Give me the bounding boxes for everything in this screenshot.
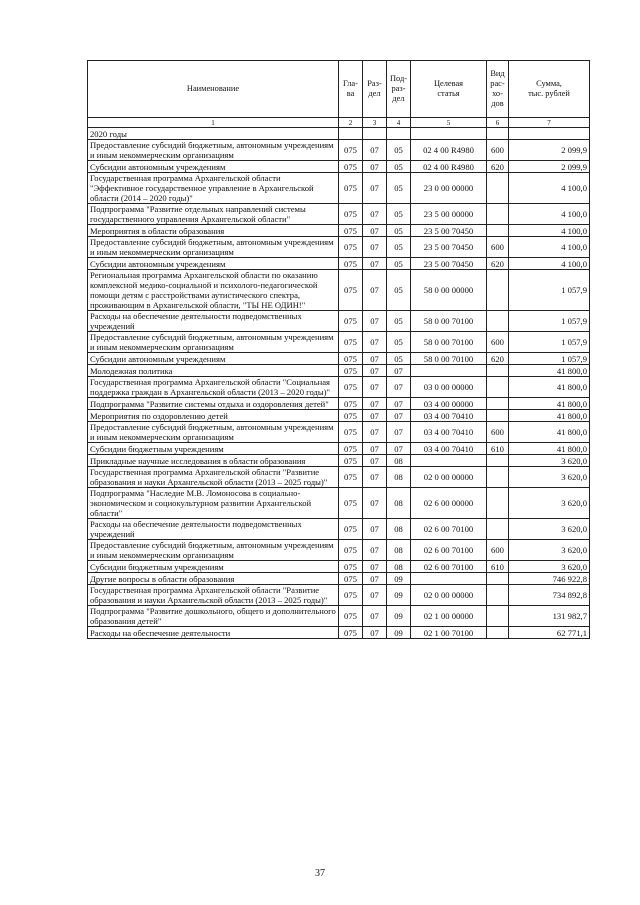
cell-sum: 4 100,0 xyxy=(509,258,590,270)
cell-name: Государственная программа Архангельской области "Развитие образования и науки Архангельской области (2013 – 2025 годы)" xyxy=(88,585,339,606)
cell-sum: 2 099,9 xyxy=(509,161,590,173)
cell-sum: 41 800,0 xyxy=(509,365,590,377)
cell-vid: 620 xyxy=(487,353,509,365)
cell-razdel: 07 xyxy=(363,365,387,377)
table-row xyxy=(88,561,590,573)
cell-podrazdel: 09 xyxy=(387,606,411,627)
cell-sum: 62 771,1 xyxy=(509,627,590,639)
cell-razdel: 07 xyxy=(363,353,387,365)
cell-podrazdel: 09 xyxy=(387,573,411,585)
cell-glava: 075 xyxy=(339,422,363,443)
cell-name: Государственная программа Архангельской области "Эффективное государственное управление в Архангельской области (2014 – 2020 годы)" xyxy=(88,173,339,204)
cell-razdel: 07 xyxy=(363,573,387,585)
cell-sum: 3 620,0 xyxy=(509,561,590,573)
table-cell-empty xyxy=(339,128,363,140)
cell-name: Подпрограмма "Развитие отдельных направлений системы государственного управления Архангельской области" xyxy=(88,204,339,225)
cell-glava: 075 xyxy=(339,237,363,258)
cell-target: 03 4 00 70410 xyxy=(411,422,487,443)
header-vid: Вид рас- хо- дов xyxy=(487,61,509,118)
cell-podrazdel: 07 xyxy=(387,365,411,377)
cell-glava: 075 xyxy=(339,140,363,161)
cell-name: Расходы на обеспечение деятельности подведомственных учреждений xyxy=(88,311,339,332)
cell-razdel: 07 xyxy=(363,627,387,639)
table-row xyxy=(88,173,590,204)
cell-target: 23 5 00 70450 xyxy=(411,258,487,270)
header-podrazdel: Под- раз- дел xyxy=(387,61,411,118)
header-sum: Сумма, тыс. рублей xyxy=(509,61,590,118)
cell-vid xyxy=(487,377,509,398)
table-cell-empty xyxy=(487,128,509,140)
cell-razdel: 07 xyxy=(363,561,387,573)
header-number: 7 xyxy=(509,118,590,128)
cell-vid: 600 xyxy=(487,140,509,161)
cell-podrazdel: 07 xyxy=(387,410,411,422)
cell-target: 03 4 00 00000 xyxy=(411,398,487,410)
cell-podrazdel: 07 xyxy=(387,443,411,455)
cell-podrazdel: 08 xyxy=(387,540,411,561)
cell-name: Мероприятия в области образования xyxy=(88,225,339,237)
cell-podrazdel: 09 xyxy=(387,585,411,606)
cell-razdel: 07 xyxy=(363,488,387,519)
table-row xyxy=(88,573,590,585)
cell-podrazdel: 07 xyxy=(387,377,411,398)
cell-target: 23 5 00 70450 xyxy=(411,237,487,258)
cell-razdel: 07 xyxy=(363,204,387,225)
header-number: 2 xyxy=(339,118,363,128)
table-row xyxy=(88,606,590,627)
cell-target xyxy=(411,455,487,467)
cell-name: Государственная программа Архангельской области "Социальная поддержка граждан в Архангельской области (2013 – 2020 годы)" xyxy=(88,377,339,398)
cell-name: Предоставление субсидий бюджетным, автономным учреждениям и иным некоммерческим организациям xyxy=(88,540,339,561)
table-row xyxy=(88,410,590,422)
cell-podrazdel: 05 xyxy=(387,270,411,311)
cell-podrazdel: 08 xyxy=(387,519,411,540)
cell-name: Молодежная политика xyxy=(88,365,339,377)
cell-podrazdel: 05 xyxy=(387,225,411,237)
cell-name: Субсидии бюджетным учреждениям xyxy=(88,561,339,573)
header-numbers-row xyxy=(88,118,590,128)
cell-name: Расходы на обеспечение деятельности xyxy=(88,627,339,639)
cell-target: 03 4 00 70410 xyxy=(411,410,487,422)
cell-vid: 600 xyxy=(487,540,509,561)
header-name: Наименование xyxy=(88,61,339,118)
cell-name: Предоставление субсидий бюджетным, автономным учреждениям и иным некоммерческим организациям xyxy=(88,237,339,258)
cell-sum: 41 800,0 xyxy=(509,377,590,398)
table-row xyxy=(88,488,590,519)
section-title: 2020 годы xyxy=(88,128,339,140)
table-row xyxy=(88,455,590,467)
table-row xyxy=(88,443,590,455)
table-cell-empty xyxy=(411,128,487,140)
cell-glava: 075 xyxy=(339,258,363,270)
budget-table xyxy=(87,60,590,639)
cell-sum: 4 100,0 xyxy=(509,173,590,204)
cell-glava: 075 xyxy=(339,161,363,173)
cell-podrazdel: 05 xyxy=(387,140,411,161)
cell-glava: 075 xyxy=(339,398,363,410)
table-row xyxy=(88,353,590,365)
cell-target: 02 4 00 R4980 xyxy=(411,140,487,161)
cell-glava: 075 xyxy=(339,270,363,311)
cell-target: 23 5 00 70450 xyxy=(411,225,487,237)
table-cell-empty xyxy=(363,128,387,140)
cell-sum: 1 057,9 xyxy=(509,311,590,332)
cell-target: 58 0 00 70100 xyxy=(411,311,487,332)
cell-name: Субсидии автономным учреждениям xyxy=(88,258,339,270)
cell-sum: 1 057,9 xyxy=(509,353,590,365)
cell-vid xyxy=(487,311,509,332)
cell-razdel: 07 xyxy=(363,225,387,237)
cell-sum: 734 892,8 xyxy=(509,585,590,606)
cell-podrazdel: 05 xyxy=(387,353,411,365)
cell-name: Прикладные научные исследования в области образования xyxy=(88,455,339,467)
header-target: Целевая статья xyxy=(411,61,487,118)
cell-target: 02 1 00 00000 xyxy=(411,606,487,627)
cell-razdel: 07 xyxy=(363,410,387,422)
cell-name: Субсидии бюджетным учреждениям xyxy=(88,443,339,455)
cell-target: 02 6 00 00000 xyxy=(411,488,487,519)
cell-podrazdel: 08 xyxy=(387,467,411,488)
cell-name: Другие вопросы в области образования xyxy=(88,573,339,585)
cell-vid: 600 xyxy=(487,332,509,353)
cell-podrazdel: 09 xyxy=(387,627,411,639)
cell-razdel: 07 xyxy=(363,398,387,410)
cell-name: Расходы на обеспечение деятельности подведомственных учреждений xyxy=(88,519,339,540)
cell-vid xyxy=(487,627,509,639)
cell-podrazdel: 05 xyxy=(387,161,411,173)
table-row xyxy=(88,365,590,377)
cell-sum: 41 800,0 xyxy=(509,422,590,443)
cell-vid xyxy=(487,467,509,488)
cell-name: Предоставление субсидий бюджетным, автономным учреждениям и иным некоммерческим организациям xyxy=(88,332,339,353)
cell-target: 02 0 00 00000 xyxy=(411,467,487,488)
cell-razdel: 07 xyxy=(363,173,387,204)
cell-razdel: 07 xyxy=(363,606,387,627)
cell-name: Подпрограмма "Развитие системы отдыха и оздоровления детей" xyxy=(88,398,339,410)
cell-vid xyxy=(487,410,509,422)
cell-vid xyxy=(487,455,509,467)
cell-target: 02 1 00 70100 xyxy=(411,627,487,639)
cell-target: 23 0 00 00000 xyxy=(411,173,487,204)
cell-name: Государственная программа Архангельской области "Развитие образования и науки Архангельской области (2013 – 2025 годы)" xyxy=(88,467,339,488)
cell-name: Предоставление субсидий бюджетным, автономным учреждениям и иным некоммерческим организациям xyxy=(88,422,339,443)
header-number: 6 xyxy=(487,118,509,128)
cell-glava: 075 xyxy=(339,519,363,540)
cell-vid xyxy=(487,573,509,585)
cell-name: Предоставление субсидий бюджетным, автономным учреждениям и иным некоммерческим организациям xyxy=(88,140,339,161)
table-row xyxy=(88,225,590,237)
cell-vid xyxy=(487,173,509,204)
table-row xyxy=(88,422,590,443)
header-number: 1 xyxy=(88,118,339,128)
cell-vid xyxy=(487,519,509,540)
table-cell-empty xyxy=(387,128,411,140)
table-row xyxy=(88,237,590,258)
cell-sum: 2 099,9 xyxy=(509,140,590,161)
cell-sum: 4 100,0 xyxy=(509,225,590,237)
cell-razdel: 07 xyxy=(363,585,387,606)
cell-razdel: 07 xyxy=(363,377,387,398)
table-row xyxy=(88,311,590,332)
table-row xyxy=(88,258,590,270)
cell-podrazdel: 07 xyxy=(387,422,411,443)
cell-razdel: 07 xyxy=(363,237,387,258)
cell-sum: 3 620,0 xyxy=(509,455,590,467)
cell-vid: 610 xyxy=(487,561,509,573)
cell-vid xyxy=(487,398,509,410)
cell-sum: 1 057,9 xyxy=(509,332,590,353)
section-row xyxy=(88,128,590,140)
cell-target: 58 0 00 70100 xyxy=(411,353,487,365)
cell-target: 02 6 00 70100 xyxy=(411,561,487,573)
cell-target: 02 6 00 70100 xyxy=(411,540,487,561)
cell-sum: 41 800,0 xyxy=(509,410,590,422)
page-number: 37 xyxy=(315,868,325,879)
cell-glava: 075 xyxy=(339,225,363,237)
table-header-row xyxy=(88,61,590,118)
cell-sum: 3 620,0 xyxy=(509,488,590,519)
table-row xyxy=(88,467,590,488)
cell-vid: 620 xyxy=(487,258,509,270)
cell-razdel: 07 xyxy=(363,467,387,488)
header-number: 5 xyxy=(411,118,487,128)
cell-sum: 3 620,0 xyxy=(509,467,590,488)
cell-glava: 075 xyxy=(339,365,363,377)
header-razdel: Раз- дел xyxy=(363,61,387,118)
cell-glava: 075 xyxy=(339,540,363,561)
cell-vid xyxy=(487,270,509,311)
cell-sum: 4 100,0 xyxy=(509,237,590,258)
cell-podrazdel: 08 xyxy=(387,561,411,573)
cell-razdel: 07 xyxy=(363,443,387,455)
cell-vid: 600 xyxy=(487,422,509,443)
cell-name: Региональная программа Архангельской области по оказанию комплексной медико-социальной и психолого-педагогической помощи детям с расстройствами аутистического спектра, проживающим в Архангельской области, "ТЫ НЕ ОДИН!" xyxy=(88,270,339,311)
table-row xyxy=(88,627,590,639)
cell-podrazdel: 08 xyxy=(387,488,411,519)
cell-glava: 075 xyxy=(339,606,363,627)
cell-vid: 620 xyxy=(487,161,509,173)
table-row xyxy=(88,332,590,353)
cell-name: Подпрограмма "Развитие дошкольного, общего и дополнительного образования детей" xyxy=(88,606,339,627)
cell-sum: 3 620,0 xyxy=(509,519,590,540)
cell-glava: 075 xyxy=(339,561,363,573)
cell-vid xyxy=(487,365,509,377)
table-row xyxy=(88,398,590,410)
cell-podrazdel: 05 xyxy=(387,204,411,225)
cell-target xyxy=(411,573,487,585)
cell-name: Субсидии автономным учреждениям xyxy=(88,161,339,173)
cell-target: 58 0 00 70100 xyxy=(411,332,487,353)
cell-podrazdel: 08 xyxy=(387,455,411,467)
cell-glava: 075 xyxy=(339,467,363,488)
cell-glava: 075 xyxy=(339,455,363,467)
cell-sum: 131 982,7 xyxy=(509,606,590,627)
table-row xyxy=(88,270,590,311)
cell-razdel: 07 xyxy=(363,140,387,161)
cell-razdel: 07 xyxy=(363,540,387,561)
cell-glava: 075 xyxy=(339,311,363,332)
cell-razdel: 07 xyxy=(363,258,387,270)
cell-razdel: 07 xyxy=(363,519,387,540)
cell-name: Подпрограмма "Наследие М.В. Ломоносова в социально-экономическом и социокультурном развитии Архангельской области" xyxy=(88,488,339,519)
header-number: 3 xyxy=(363,118,387,128)
cell-glava: 075 xyxy=(339,332,363,353)
cell-target: 03 0 00 00000 xyxy=(411,377,487,398)
cell-vid xyxy=(487,585,509,606)
table-row xyxy=(88,519,590,540)
cell-glava: 075 xyxy=(339,627,363,639)
cell-razdel: 07 xyxy=(363,270,387,311)
cell-vid xyxy=(487,225,509,237)
cell-vid xyxy=(487,488,509,519)
cell-razdel: 07 xyxy=(363,311,387,332)
cell-target: 03 4 00 70410 xyxy=(411,443,487,455)
cell-razdel: 07 xyxy=(363,332,387,353)
cell-podrazdel: 05 xyxy=(387,237,411,258)
cell-target: 02 6 00 70100 xyxy=(411,519,487,540)
cell-razdel: 07 xyxy=(363,455,387,467)
cell-podrazdel: 05 xyxy=(387,258,411,270)
header-number: 4 xyxy=(387,118,411,128)
cell-sum: 41 800,0 xyxy=(509,398,590,410)
cell-glava: 075 xyxy=(339,573,363,585)
cell-razdel: 07 xyxy=(363,161,387,173)
cell-glava: 075 xyxy=(339,443,363,455)
cell-target: 23 5 00 00000 xyxy=(411,204,487,225)
cell-sum: 1 057,9 xyxy=(509,270,590,311)
cell-podrazdel: 05 xyxy=(387,173,411,204)
cell-target: 02 4 00 R4980 xyxy=(411,161,487,173)
cell-glava: 075 xyxy=(339,204,363,225)
cell-glava: 075 xyxy=(339,173,363,204)
cell-name: Мероприятия по оздоровлению детей xyxy=(88,410,339,422)
cell-target: 58 0 00 00000 xyxy=(411,270,487,311)
cell-vid: 600 xyxy=(487,237,509,258)
table-row xyxy=(88,204,590,225)
cell-vid xyxy=(487,204,509,225)
cell-podrazdel: 07 xyxy=(387,398,411,410)
table-cell-empty xyxy=(509,128,590,140)
cell-glava: 075 xyxy=(339,488,363,519)
cell-target xyxy=(411,365,487,377)
cell-razdel: 07 xyxy=(363,422,387,443)
table-row xyxy=(88,377,590,398)
cell-glava: 075 xyxy=(339,410,363,422)
table-row xyxy=(88,540,590,561)
table-row xyxy=(88,161,590,173)
cell-glava: 075 xyxy=(339,585,363,606)
cell-sum: 3 620,0 xyxy=(509,540,590,561)
table-row xyxy=(88,585,590,606)
cell-sum: 41 800,0 xyxy=(509,443,590,455)
cell-glava: 075 xyxy=(339,353,363,365)
cell-vid xyxy=(487,606,509,627)
cell-name: Субсидии автономным учреждениям xyxy=(88,353,339,365)
cell-vid: 610 xyxy=(487,443,509,455)
cell-glava: 075 xyxy=(339,377,363,398)
cell-sum: 4 100,0 xyxy=(509,204,590,225)
cell-sum: 746 922,8 xyxy=(509,573,590,585)
header-glava: Гла- ва xyxy=(339,61,363,118)
cell-podrazdel: 05 xyxy=(387,332,411,353)
table-row xyxy=(88,140,590,161)
cell-podrazdel: 05 xyxy=(387,311,411,332)
cell-target: 02 0 00 00000 xyxy=(411,585,487,606)
